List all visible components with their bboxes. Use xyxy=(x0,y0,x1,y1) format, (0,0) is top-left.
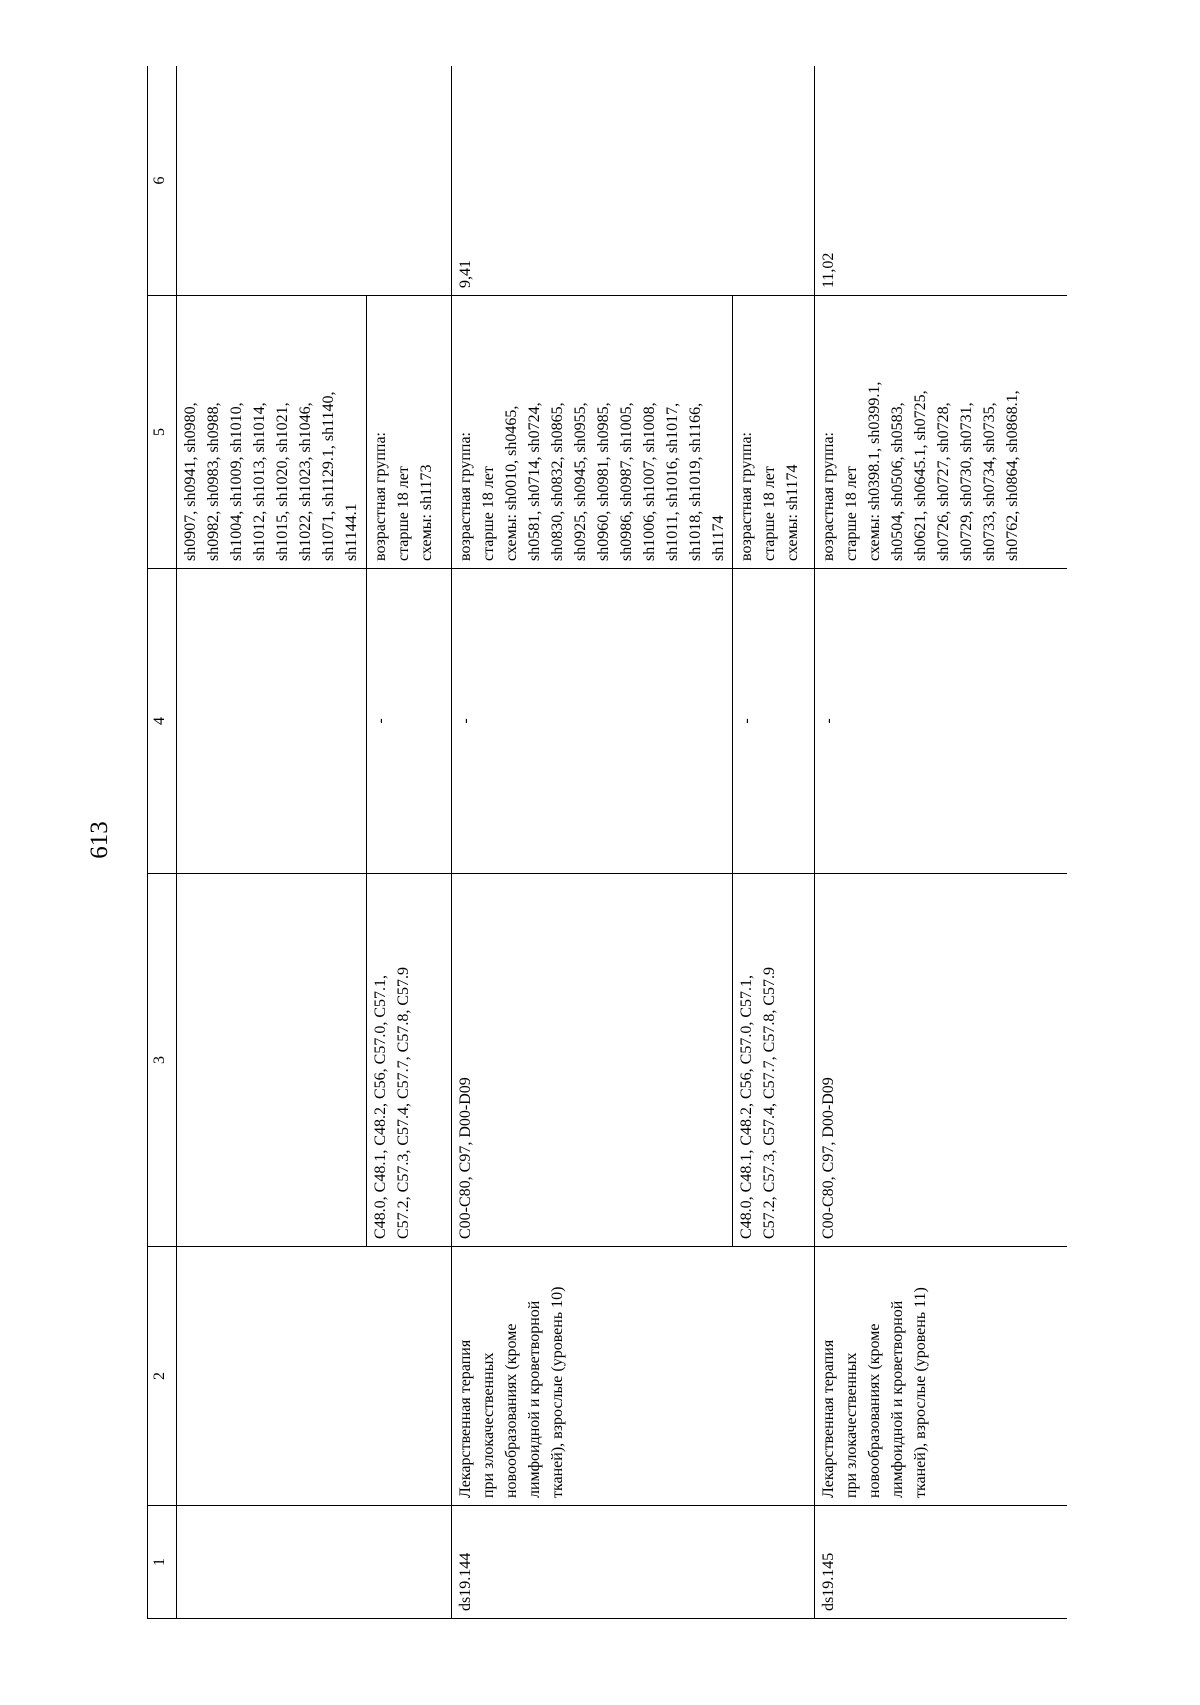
age-group-value: старше 18 лет xyxy=(761,466,778,561)
column-number-6: 6 xyxy=(148,66,177,296)
age-group-value: старше 18 лет xyxy=(395,466,412,561)
schemes-cell xyxy=(815,296,1068,569)
cont-sub-diagnosis-cell xyxy=(367,874,452,1247)
column-number-2: 2 xyxy=(148,1247,177,1506)
coefficient-cell: 11,02 xyxy=(815,66,1068,296)
scheme-line: sh1022, sh1023, sh1046, xyxy=(297,402,314,561)
scheme-line: sh1006, sh1007, sh1008, xyxy=(641,402,658,561)
sub-diagnosis-cell xyxy=(733,874,815,1247)
age-group-label: возрастная группа: xyxy=(820,431,837,561)
schemes-line: схемы: sh1174 xyxy=(784,464,801,561)
age-group-value: старше 18 лет xyxy=(480,466,497,561)
age-group-label: возрастная группа: xyxy=(457,431,474,561)
age-group-value: старше 18 лет xyxy=(843,466,860,561)
group-name-cell xyxy=(452,1247,815,1506)
group-name-line: лимфоидной и кроветворной xyxy=(526,1300,543,1498)
cont-schemes-cell xyxy=(177,296,367,569)
scheme-line: sh1144.1 xyxy=(343,503,360,561)
diagnosis-codes-cell: C00-C80, C97, D00-D09 xyxy=(815,874,1068,1247)
age-group-label: возрастная группа: xyxy=(738,431,755,561)
sub-col4-cell: - xyxy=(733,569,815,874)
group-name-line: при злокачественных xyxy=(480,1352,497,1498)
diagnosis-line: C57.2, C57.3, C57.4, C57.7, C57.8, C57.9 xyxy=(395,966,412,1239)
group-name-line: Лекарственная терапия xyxy=(457,1339,474,1498)
cont-code-cell xyxy=(177,1506,452,1619)
page-number: 613 xyxy=(86,821,113,859)
scheme-line: sh0504, sh0506, sh0583, xyxy=(889,402,906,561)
scheme-line: sh1071, sh1129.1, sh1140, xyxy=(320,391,337,561)
group-code-cell: ds19.145 xyxy=(815,1506,1068,1619)
cont-col4-cell xyxy=(177,569,367,874)
scheme-line: sh0925, sh0945, sh0955, xyxy=(572,402,589,561)
scheme-line: sh0733, sh0734, sh0735, xyxy=(981,402,998,561)
age-group-label: возрастная группа: xyxy=(372,431,389,561)
scheme-line: sh0986, sh0987, sh1005, xyxy=(618,402,635,561)
schemes-cell xyxy=(452,296,733,569)
group-name-cell xyxy=(815,1247,1068,1506)
column-number-row xyxy=(148,66,177,1619)
cont-name-cell xyxy=(177,1247,452,1506)
group-name-line: новообразованиях (кроме xyxy=(503,1323,520,1498)
column-number-5: 5 xyxy=(148,296,177,569)
group-code-cell: ds19.144 xyxy=(452,1506,815,1619)
schemes-line: схемы: sh1173 xyxy=(418,464,435,561)
diagnosis-line: C48.0, C48.1, C48.2, C56, C57.0, C57.1, xyxy=(372,974,389,1239)
scheme-line: sh1018, sh1019, sh1166, xyxy=(687,402,704,561)
scheme-line: sh0621, sh0645.1, sh0725, xyxy=(912,390,929,561)
table-row-ds19-145 xyxy=(815,66,1068,1619)
scheme-line: sh1015, sh1020, sh1021, xyxy=(274,402,291,561)
group-name-line: лимфоидной и кроветворной xyxy=(889,1300,906,1498)
sub-schemes-cell xyxy=(733,296,815,569)
rotated-table-wrapper xyxy=(147,66,1067,1619)
scheme-line: sh1011, sh1016, sh1017, xyxy=(664,402,681,561)
scheme-line: sh1004, sh1009, sh1010, xyxy=(228,402,245,561)
scheme-line: sh0960, sh0981, sh0985, xyxy=(595,402,612,561)
group-name-line: при злокачественных xyxy=(843,1352,860,1498)
cont-coefficient-cell xyxy=(177,66,452,296)
scheme-line: sh0830, sh0832, sh0865, xyxy=(549,402,566,561)
coefficient-cell: 9,41 xyxy=(452,66,815,296)
diagnosis-line: C57.2, C57.3, C57.4, C57.7, C57.8, C57.9 xyxy=(761,966,778,1239)
group-name-line: тканей), взрослые (уровень 10) xyxy=(549,1286,566,1498)
scheme-line: sh0982, sh0983, sh0988, xyxy=(205,402,222,561)
tariff-table xyxy=(147,66,1067,1619)
scheme-line: схемы: sh0010, sh0465, xyxy=(503,405,520,561)
scheme-line: sh0581, sh0714, sh0724, xyxy=(526,402,543,561)
column-number-1: 1 xyxy=(148,1506,177,1619)
scheme-line: sh0729, sh0730, sh0731, xyxy=(958,402,975,561)
group-name-line: тканей), взрослые (уровень 11) xyxy=(912,1287,929,1498)
table-row-continued xyxy=(177,66,367,1619)
column-number-4: 4 xyxy=(148,569,177,874)
scheme-line: sh0907, sh0941, sh0980, xyxy=(182,402,199,561)
scheme-line: sh1012, sh1013, sh1014, xyxy=(251,402,268,561)
cont-diagnosis-cell xyxy=(177,874,367,1247)
diagnosis-codes-cell: C00-C80, C97, D00-D09 xyxy=(452,874,733,1247)
scheme-line: sh1174 xyxy=(710,515,727,561)
scheme-line: sh0726, sh0727, sh0728, xyxy=(935,402,952,561)
col4-cell: - xyxy=(452,569,733,874)
column-number-3: 3 xyxy=(148,874,177,1247)
cont-sub-col4-cell: - xyxy=(367,569,452,874)
scheme-line: схемы: sh0398.1, sh0399.1, xyxy=(866,381,883,561)
tariff-table-frame xyxy=(147,66,1067,1619)
diagnosis-line: C48.0, C48.1, C48.2, C56, C57.0, C57.1, xyxy=(738,974,755,1239)
col4-cell: - xyxy=(815,569,1068,874)
group-name-line: Лекарственная терапия xyxy=(820,1339,837,1498)
table-row-ds19-144 xyxy=(452,66,733,1619)
cont-sub-schemes-cell xyxy=(367,296,452,569)
scheme-line: sh0762, sh0864, sh0868.1, xyxy=(1004,390,1021,561)
group-name-line: новообразованиях (кроме xyxy=(866,1323,883,1498)
